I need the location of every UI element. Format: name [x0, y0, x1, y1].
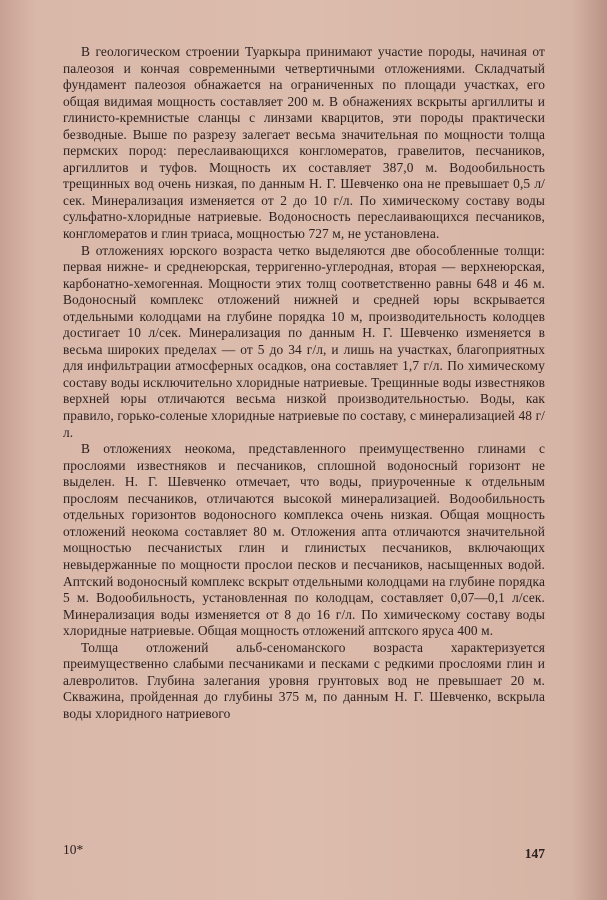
signature-mark: 10*: [63, 842, 84, 857]
paragraph-jurassic: В отложениях юрского возраста четко выделяются две обособленные толщи: первая нижне- и среднеюрская, терригенно-углеродная, вторая — верхнеюрская, карбонатно-хемогенная. Мощности этих толщ соответственно равны 648 и 46 м. Водоносный комплекс отложений нижней и средней юры вскрывается отдельными колодцами на глубине порядка 10 м, производительность колодцев достигает 10 л/сек. Минерализация по данным Н. Г. Шевченко изменяется в весьма широких пределах — от 5 до 34 г/л, и лишь на участках, благоприятных для инфильтрации атмосферных осадков, она составляет 1,7 г/л. По химическому составу воды исключительно хлоридные натриевые. Трещинные воды известняков верхней юры отличаются весьма низкой производительностью. Воды, как правило, горько-соленые хлоридные натриевые по составу, с минерализацией 48 г/л.: [63, 242, 545, 440]
paragraph-albian: Толща отложений альб-сеноманского возраста характеризуется преимущественно слабыми песчаниками и песками с редкими прослоями глин и алевролитов. Глубина залегания уровня грунтовых вод не превышает 20 м. Скважина, пройденная до глубины 375 м, по данным Н. Г. Шевченко, вскрыла воды хлоридного натриевого: [63, 639, 545, 721]
paragraph-neocomian: В отложениях неокома, представленного преимущественно глинами с прослоями известняков и песчаников, сплошной водоносный горизонт не выделен. Н. Г. Шевченко отмечает, что воды, приуроченные к отдельным прослоям песчаников, отличаются высокой минерализацией. Водообильность отдельных горизонтов водоносного комплекса очень низкая. Общая мощность отложений неокома составляет 80 м. Отложения апта отличаются значительной мощностью песчанистых глин и глинистых песчаников, включающих невыдержанные по мощности прослои песков и песчаников, насыщенных водой. Аптский водоносный комплекс вскрыт отдельными колодцами на глубине порядка 5 м. Водообильность, установленная по колодцам, составляет 0,07—0,1 л/сек. Минерализация воды изменяется от 8 до 16 г/л. По химическому составу воды хлоридные натриевые. Общая мощность отложений аптского яруса 400 м.: [63, 441, 545, 639]
body-text: [63, 44, 545, 722]
page-number: 147: [524, 846, 545, 861]
paragraph-geology: В геологическом строении Туаркыра принимают участие породы, начиная от палеозоя и кончая современными четвертичными отложениями. Складчатый фундамент палеозоя обнажается на ограниченных по площади участках, его общая видимая мощность составляет 200 м. В обнажениях вскрыты аргиллиты и глинисто-кремнистые сланцы с линзами кварцитов, эти породы практически безводные. Выше по разрезу залегает весьма значительная по мощности толща пермских пород: переслаивающихся конгломератов, гравелитов, песчаников, аргиллитов и туфов. Мощность их составляет 387,0 м. Водообильность трещинных вод очень низкая, по данным Н. Г. Шевченко она не превышает 0,5 л/сек. Минерализация изменяется от 2 до 10 г/л. По химическому составу воды сульфатно-хлоридные натриевые. Водоносность переслаивающихся песчаников, конгломератов и глин триаса, мощностью 727 м, не установлена.: [63, 44, 545, 242]
